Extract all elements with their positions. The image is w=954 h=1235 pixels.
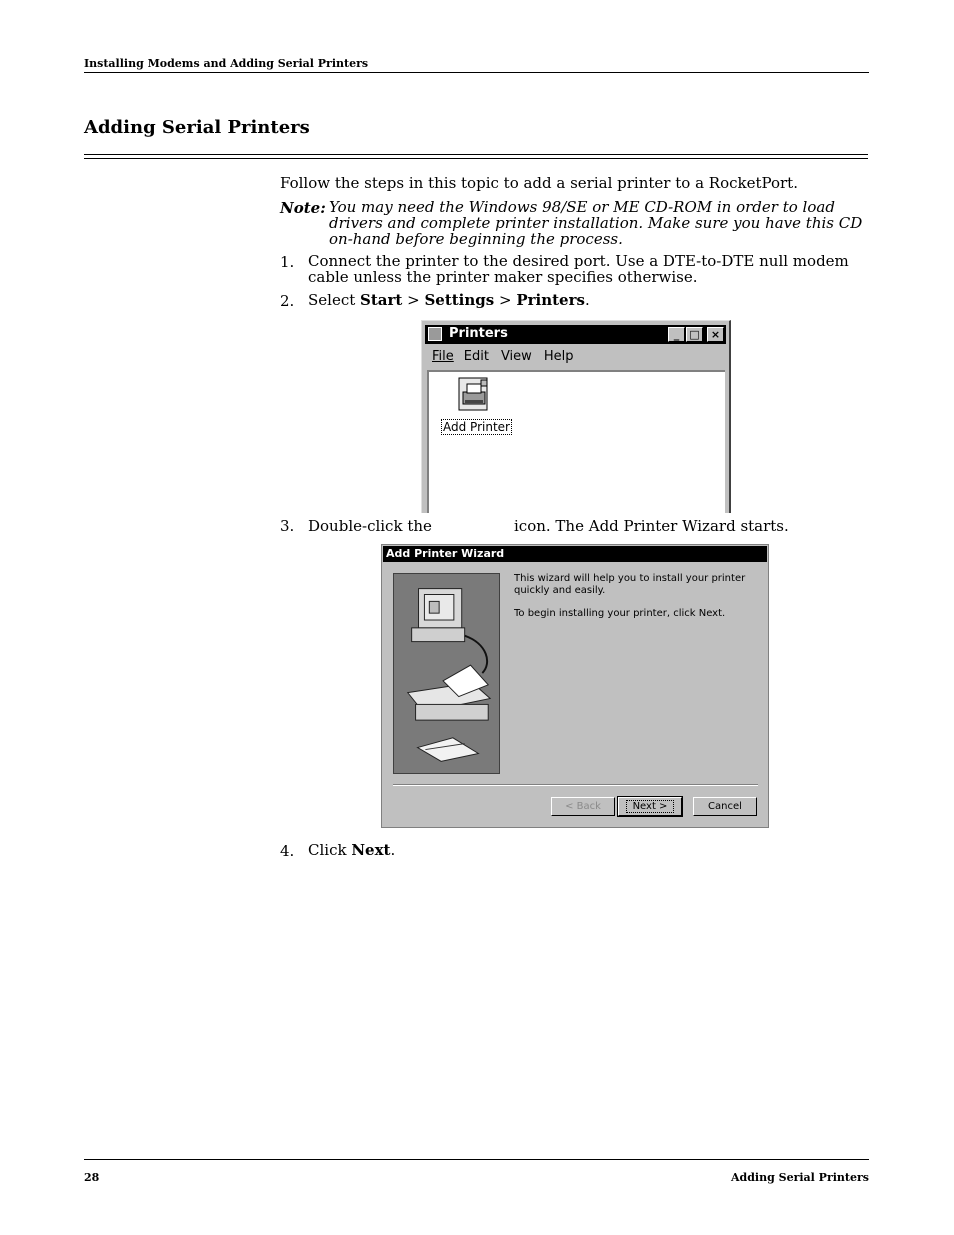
menu-edit[interactable]: Edit <box>463 349 489 364</box>
minimize-button[interactable]: _ <box>668 327 685 342</box>
intro-paragraph: Follow the steps in this topic to add a serial printer to a RocketPort. <box>280 174 798 192</box>
note-label: Note: <box>280 199 326 217</box>
page-number: 28 <box>84 1171 100 1184</box>
step-2-prefix: Select <box>308 291 361 309</box>
step-2-suffix: . <box>584 291 590 309</box>
step-4-text <box>308 842 878 858</box>
step-3-text-after: icon. The Add Printer Wizard starts. <box>514 517 789 535</box>
header-rule <box>84 72 869 73</box>
cancel-button[interactable]: Cancel <box>693 797 757 816</box>
printers-window-title: Printers <box>449 326 508 341</box>
step-4-suffix: . <box>390 841 396 859</box>
back-button[interactable]: < Back <box>551 797 615 816</box>
step-4-next: Next <box>351 841 391 859</box>
add-printer-wizard <box>381 544 769 828</box>
step-2-sep2: > <box>494 291 517 309</box>
step-1-number: 1. <box>280 253 295 271</box>
menu-view[interactable]: View <box>500 349 532 364</box>
printers-menubar <box>432 349 585 364</box>
step-2-settings: Settings <box>424 291 495 309</box>
step-2-number: 2. <box>280 292 295 310</box>
wizard-illustration <box>393 573 500 774</box>
step-2-text <box>308 292 878 308</box>
running-head: Installing Modems and Adding Serial Printers <box>84 57 369 70</box>
step-3-text-before: Double-click the <box>308 517 432 535</box>
menu-help[interactable]: Help <box>543 349 574 364</box>
note-text: You may need the Windows 98/SE or ME CD-ROM in order to load drivers and complete printer installation. Make sure you have this CD on-hand before beginning the process. <box>329 198 863 248</box>
step-4-number: 4. <box>280 842 295 860</box>
step-1-text: Connect the printer to the desired port. Use a DTE-to-DTE null modem cable unless the printer maker specifies otherwise. <box>308 252 849 286</box>
printers-titlebar <box>425 325 726 344</box>
add-printer-label[interactable]: Add Printer <box>443 420 510 434</box>
section-title: Adding Serial Printers <box>84 117 310 138</box>
wizard-text-intro: This wizard will help you to install your printer quickly and easily. <box>514 573 746 596</box>
next-button-label: Next > <box>626 800 675 813</box>
step-2-sep1: > <box>402 291 425 309</box>
wizard-text-instruction: To begin installing your printer, click Next. <box>514 608 726 619</box>
footer-section-name: Adding Serial Printers <box>731 1171 869 1184</box>
title-rule-upper <box>84 154 868 155</box>
wizard-titlebar: Add Printer Wizard <box>383 546 767 562</box>
step-4-prefix: Click <box>308 841 352 859</box>
wizard-separator <box>393 784 758 786</box>
step-2-printers: Printers <box>516 291 585 309</box>
printers-window <box>421 320 731 513</box>
step-2-start: Start <box>360 291 403 309</box>
printers-client-area <box>427 370 725 513</box>
menu-file[interactable]: File <box>432 349 454 364</box>
printers-folder-icon <box>428 327 442 341</box>
step-3-number: 3. <box>280 517 295 535</box>
maximize-button[interactable]: □ <box>686 327 703 342</box>
footer-rule <box>84 1159 869 1160</box>
title-rule-lower <box>84 158 868 159</box>
next-button[interactable] <box>618 797 682 816</box>
close-button[interactable]: × <box>707 327 724 342</box>
printer-icon[interactable] <box>455 376 493 414</box>
